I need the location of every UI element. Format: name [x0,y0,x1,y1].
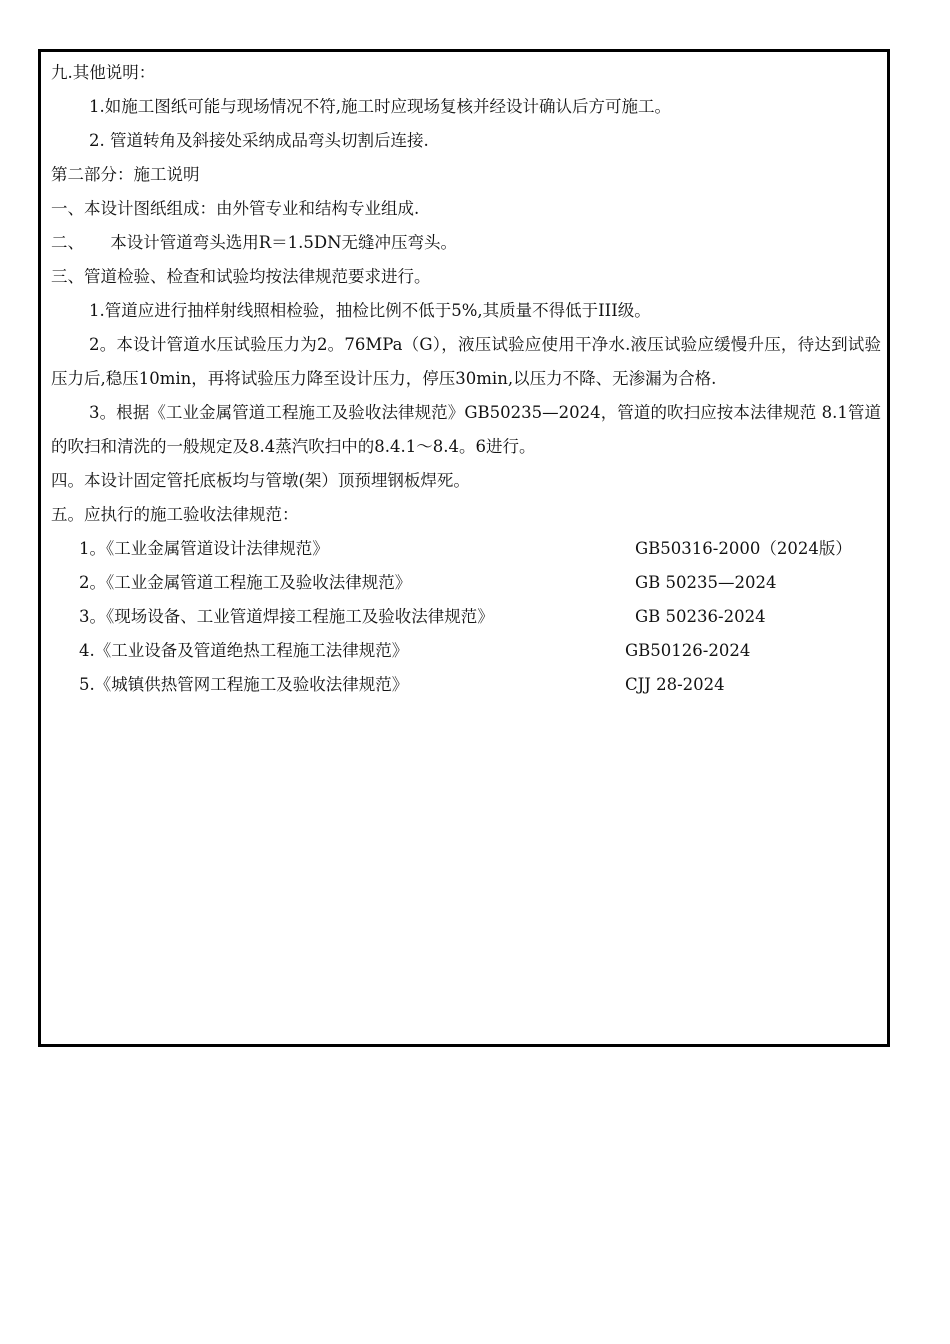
paragraph-4: 四。本设计固定管托底板均与管墩(架）顶预埋钢板焊死。 [51,471,470,490]
standard-row-4 [51,634,881,668]
standard-code: CJJ 28-2024 [625,675,725,694]
standard-title: 4.《工业设备及管道绝热工程施工法律规范》 [79,641,409,660]
part-2-heading: 第二部分：施工说明 [51,165,200,184]
section-9-item-1: 1.如施工图纸可能与现场情况不符,施工时应现场复核并经设计确认后方可施工。 [89,97,671,116]
paragraph-5: 五。应执行的施工验收法律规范： [51,505,299,524]
paragraph-3-item-1: 1.管道应进行抽样射线照相检验，抽检比例不低于5%,其质量不得低于III级。 [89,301,651,320]
document-frame [38,49,890,1047]
standard-title: 3。《现场设备、工业管道焊接工程施工及验收法律规范》 [79,607,494,626]
standard-row-5 [51,668,881,702]
section-9-item-2: 2. 管道转角及斜接处采纳成品弯头切割后连接. [89,131,429,150]
paragraph-3-item-3: 3。根据《工业金属管道工程施工及验收法律规范》GB50235—2024，管道的吹扫应按本法律规范 8.1管道的吹扫和清洗的一般规定及8.4蒸汽吹扫中的8.4.1～8.4。6进行。 [51,403,881,456]
paragraph-3-item-2: 2。本设计管道水压试验压力为2。76MPa（G），液压试验应使用干净水.液压试验应缓慢升压，待达到试验压力后,稳压10min，再将试验压力降至设计压力，停压30min,以压力不降、无渗漏为合格. [51,335,881,388]
document-body [51,56,881,702]
paragraph-1: 一、本设计图纸组成：由外管专业和结构专业组成. [51,199,420,218]
standard-title: 5.《城镇供热管网工程施工及验收法律规范》 [79,675,409,694]
standard-row-1 [51,532,881,566]
paragraph-2: 二、 本设计管道弯头选用R＝1.5DN无缝冲压弯头。 [51,233,458,252]
standard-title: 1。《工业金属管道设计法律规范》 [79,539,329,558]
paragraph-3: 三、管道检验、检查和试验均按法律规范要求进行。 [51,267,431,286]
standard-code: GB50126-2024 [625,641,751,660]
standard-row-2 [51,566,881,600]
standard-title: 2。《工业金属管道工程施工及验收法律规范》 [79,573,412,592]
standard-code: GB 50236-2024 [635,607,766,626]
standard-code: GB 50235—2024 [635,573,777,592]
standard-code: GB50316-2000（2024版） [635,539,852,558]
standard-row-3 [51,600,881,634]
section-9-heading: 九.其他说明： [51,63,156,82]
